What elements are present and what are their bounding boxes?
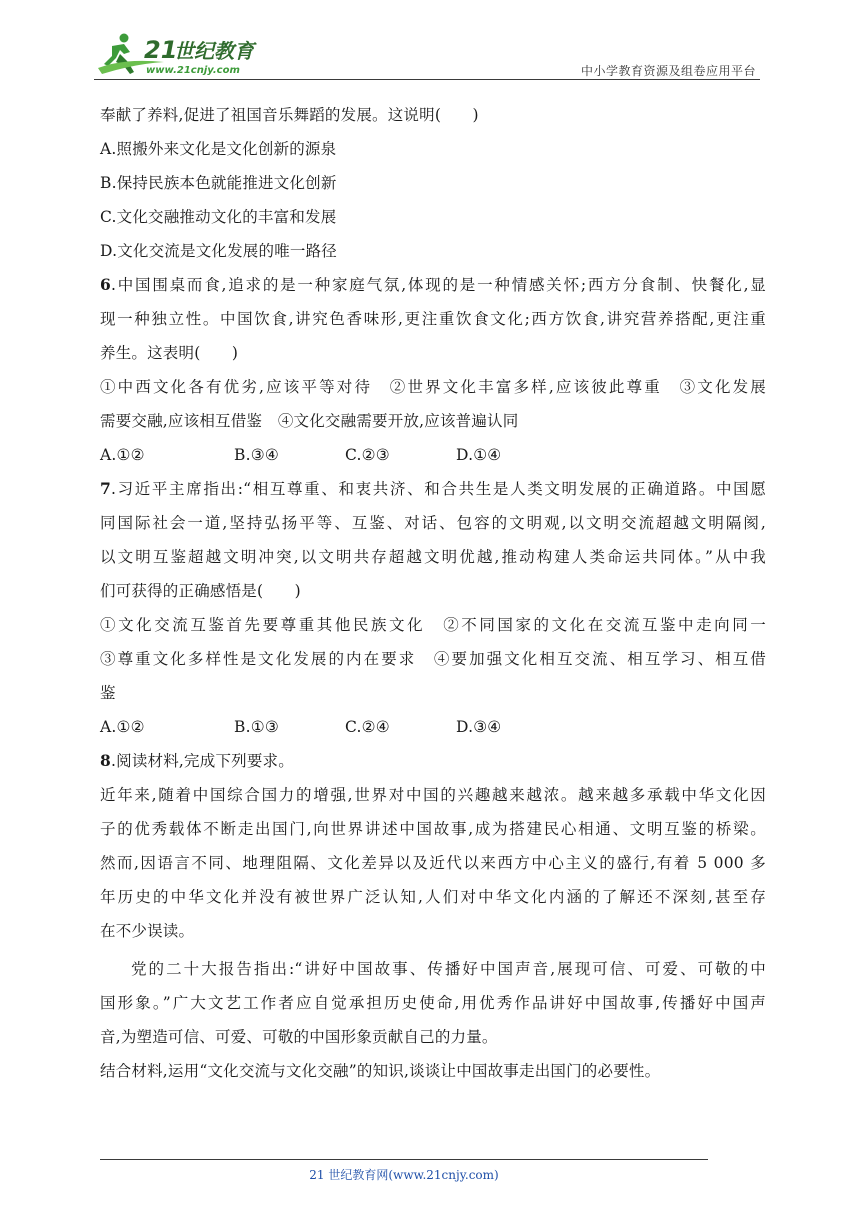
q7-line-2: 同国际社会一道,坚持弘扬平等、互鉴、对话、包容的文明观,以文明交流超越文明隔阂, bbox=[100, 514, 766, 532]
q6-line-2: 现一种独立性。中国饮食,讲究色香味形,更注重饮食文化;西方饮食,讲究营养搭配,更注重 bbox=[100, 310, 766, 328]
q6-line-3: 养生。这表明( ) bbox=[100, 344, 239, 362]
q5-option-c: C.文化交融推动文化的丰富和发展 bbox=[100, 208, 337, 226]
svg-text:www.21cnjy.com: www.21cnjy.com bbox=[146, 65, 240, 76]
q6-choice-b: B.③④ bbox=[234, 446, 279, 464]
header-platform-text: 中小学教育资源及组卷应用平台 bbox=[580, 64, 756, 78]
q8-title: 8.阅读材料,完成下列要求。 bbox=[100, 751, 294, 770]
q8-para2-line-3: 音,为塑造可信、可爱、可敬的中国形象贡献自己的力量。 bbox=[100, 1028, 498, 1046]
q7-choice-b: B.①③ bbox=[234, 718, 279, 736]
q6-choice-c: C.②③ bbox=[345, 446, 390, 464]
header-divider bbox=[94, 79, 760, 80]
q7-line-3: 以文明互鉴超越文明冲突,以文明共存超越文明优越,推动构建人类命运共同体。”从中我 bbox=[100, 548, 766, 566]
q8-para1-line-4: 年历史的中华文化并没有被世界广泛认知,人们对中华文化内涵的了解还不深刻,甚至存 bbox=[100, 888, 766, 906]
q5-option-d: D.文化交流是文化发展的唯一路径 bbox=[100, 242, 338, 260]
q7-statements-1: ①文化交流互鉴首先要尊重其他民族文化 ②不同国家的文化在交流互鉴中走向同一 bbox=[100, 616, 766, 634]
site-logo bbox=[94, 28, 264, 78]
q7-line-1: 7.习近平主席指出:“相互尊重、和衷共济、和合共生是人类文明发展的正确道路。中国愿 bbox=[100, 479, 766, 498]
q8-para1-line-3: 然而,因语言不同、地理阻隔、文化差异以及近代以来西方中心主义的盛行,有着 5 000 多 bbox=[100, 854, 766, 872]
q8-number: 8 bbox=[100, 751, 111, 770]
q8-question: 结合材料,运用“文化交流与文化交融”的知识,谈谈让中国故事走出国门的必要性。 bbox=[100, 1062, 661, 1080]
svg-text:21: 21 bbox=[144, 36, 178, 64]
q6-choice-d: D.①④ bbox=[456, 446, 502, 464]
q6-number: 6 bbox=[100, 275, 111, 294]
svg-text:世纪教育: 世纪教育 bbox=[174, 39, 254, 63]
q7-line-4: 们可获得的正确感悟是( ) bbox=[100, 582, 301, 600]
q7-choices bbox=[100, 710, 766, 744]
q8-para1-line-2: 子的优秀载体不断走出国门,向世界讲述中国故事,成为搭建民心相通、文明互鉴的桥梁。 bbox=[100, 820, 766, 838]
q6-statements-1: ①中西文化各有优劣,应该平等对待 ②世界文化丰富多样,应该彼此尊重 ③文化发展 bbox=[100, 378, 766, 396]
q7-statements-2: ③尊重文化多样性是文化发展的内在要求 ④要加强文化相互交流、相互学习、相互借 bbox=[100, 650, 766, 668]
footer-divider bbox=[100, 1159, 708, 1160]
page-header bbox=[94, 28, 760, 80]
q6-line-1: 6.中国围桌而食,追求的是一种家庭气氛,体现的是一种情感关怀;西方分食制、快餐化,显 bbox=[100, 275, 766, 294]
q6-choices bbox=[100, 438, 766, 472]
q6-choice-a: A.①② bbox=[100, 446, 145, 464]
q7-number: 7 bbox=[100, 479, 111, 498]
q5-option-a: A.照搬外来文化是文化创新的源泉 bbox=[100, 140, 337, 158]
footer-site-text: 21 世纪教育网(www.21cnjy.com) bbox=[309, 1168, 499, 1182]
q8-para1-line-1: 近年来,随着中国综合国力的增强,世界对中国的兴趣越来越浓。越来越多承载中华文化因 bbox=[100, 786, 766, 804]
q5-stem-end: 奉献了养料,促进了祖国音乐舞蹈的发展。这说明( ) bbox=[100, 106, 479, 124]
q7-statements-3: 鉴 bbox=[100, 684, 116, 702]
q7-choice-c: C.②④ bbox=[345, 718, 390, 736]
q7-choice-a: A.①② bbox=[100, 718, 145, 736]
q8-para2-line-2: 国形象。”广大文艺工作者应自觉承担历史使命,用优秀作品讲好中国故事,传播好中国声 bbox=[100, 994, 766, 1012]
q5-option-b: B.保持民族本色就能推进文化创新 bbox=[100, 174, 337, 192]
q7-choice-d: D.③④ bbox=[456, 718, 502, 736]
q8-para1-line-5: 在不少误读。 bbox=[100, 922, 195, 940]
q8-para2-line-1: 党的二十大报告指出:“讲好中国故事、传播好中国声音,展现可信、可爱、可敬的中 bbox=[131, 960, 766, 978]
document-body bbox=[100, 98, 766, 1088]
q6-statements-2: 需要交融,应该相互借鉴 ④文化交融需要开放,应该普遍认同 bbox=[100, 412, 519, 430]
